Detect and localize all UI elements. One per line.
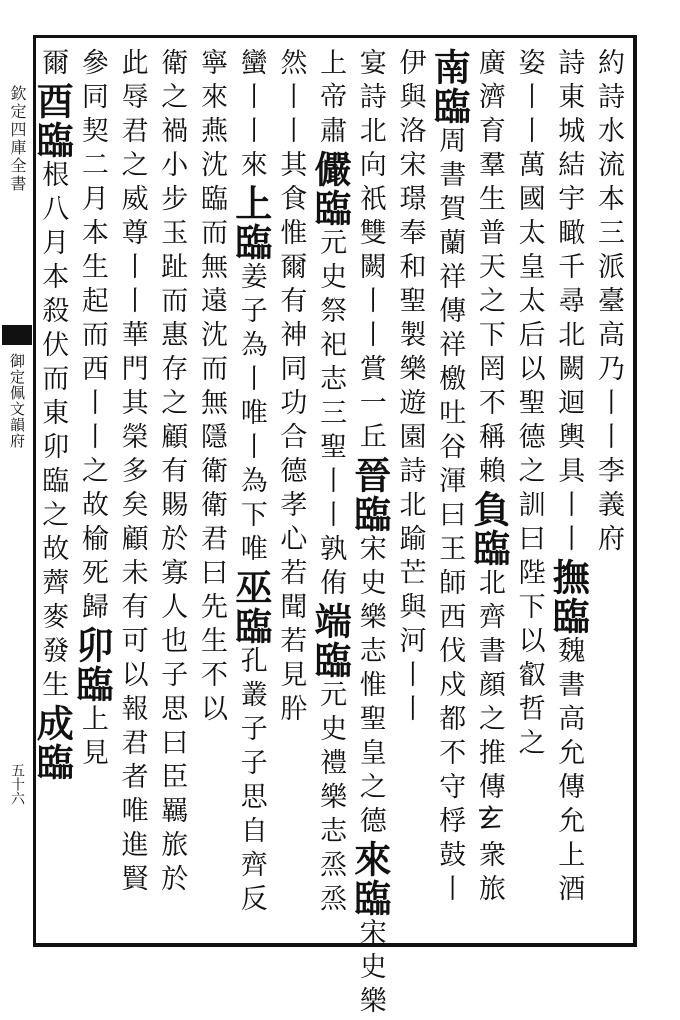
entry-text: 姜子為丨唯丨為下唯: [235, 262, 267, 568]
text-column: [30, 48, 75, 933]
entry-headword: 酉臨: [30, 82, 75, 160]
entry-text: 參同契二月本生起而西丨丨之故榆死歸: [76, 48, 108, 626]
entry-text: 詩東城結宇瞰千尋北闕迴輿具丨丨: [553, 48, 585, 558]
entry-text: 孔叢子子思自齊反: [235, 646, 267, 918]
entry-text: 廣濟育羣生普天之下罔不稱賴: [473, 48, 505, 490]
margin-book-title: 御定佩文韻府: [8, 353, 26, 449]
entry-text: 上見: [76, 704, 108, 772]
entry-text: 爾: [37, 48, 69, 82]
entry-text: 宋史樂志惟聖皇之德: [354, 534, 386, 840]
entry-headword: 上臨: [228, 184, 273, 262]
entry-text: 魏書高允傳允上酒: [553, 636, 585, 908]
entry-text: 孝心若聞若見肸: [275, 490, 307, 728]
text-column: [112, 48, 152, 933]
entry-text: 訓曰陛下以叡哲之: [513, 490, 545, 762]
entry-text: 上帝肅: [315, 48, 347, 150]
entry-text: 周書賀蘭祥傳祥檄吐谷渾曰王師西伐戍都不守桴鼓丨: [434, 126, 466, 908]
entry-text: 衛衛君曰先生不以: [196, 456, 227, 728]
text-column: [466, 48, 511, 933]
entry-text: 北齊書顔之推傳𤣥衆旅: [473, 568, 505, 908]
entry-headword: 巫臨: [228, 568, 273, 646]
text-column: [270, 48, 310, 933]
text-column: [546, 48, 591, 933]
entry-text: 約詩水流本三派臺高乃丨丨李義府: [593, 48, 624, 558]
entry-headword: 晉臨: [347, 456, 392, 534]
entry-text: 宋史樂: [354, 918, 386, 1020]
text-column: [151, 48, 191, 933]
entry-text: 元史祭祀志三聖丨丨孰侑: [315, 228, 347, 602]
entry-text: 蠻丨丨來: [235, 48, 267, 184]
entry-text: 其食惟爾有神同功合德: [275, 150, 307, 490]
entry-headword: 負臨: [466, 490, 511, 568]
entry-headword: 來臨: [347, 840, 392, 918]
entry-text: 然丨丨: [275, 48, 307, 150]
text-column: [308, 48, 353, 933]
entry-text: 伊與洛宋璟奉和聖製樂遊園詩北踰芒與河丨丨: [394, 48, 426, 728]
text-column: [347, 48, 392, 1020]
entry-text: 此辱君之威尊丨丨華門其榮多矣顧未有可以報君者唯進賢: [116, 48, 148, 898]
entry-text: 姿丨丨萬國太皇太后以聖德之: [513, 48, 545, 490]
entry-headword: 儼臨: [308, 150, 353, 228]
text-column: [509, 48, 549, 933]
entry-text: 沈臨而無遠沈而無隱: [196, 150, 227, 456]
text-column: [588, 48, 628, 933]
entry-text: 寧來燕: [196, 48, 227, 150]
margin-page-number: 五十六: [9, 763, 25, 805]
page-margin-strip: [0, 35, 36, 947]
entry-text: 根八月本殺伏而東卯臨之故薺麥發生: [37, 160, 69, 704]
entry-headword: 南臨: [427, 48, 472, 126]
entry-headword: 成臨: [30, 704, 75, 782]
entry-headword: 撫臨: [546, 558, 591, 636]
margin-collection-title: 欽定四庫全書: [8, 85, 27, 193]
text-column: [390, 48, 430, 933]
entry-text: 衛之禍小步玉趾而惠存之顧有賜於寡人也子思曰臣羈旅於: [156, 48, 188, 898]
entry-text: 元史禮樂志烝烝: [315, 680, 347, 918]
text-column: [427, 48, 472, 933]
entry-headword: 端臨: [308, 602, 353, 680]
text-column: [191, 48, 231, 933]
entry-text: 宴詩北向祇雙闕丨丨賞一丘: [354, 48, 386, 456]
entry-headword: 卯臨: [69, 626, 114, 704]
text-column: [228, 48, 273, 933]
text-column: [69, 48, 114, 933]
margin-fishtail-mark: [2, 325, 32, 345]
